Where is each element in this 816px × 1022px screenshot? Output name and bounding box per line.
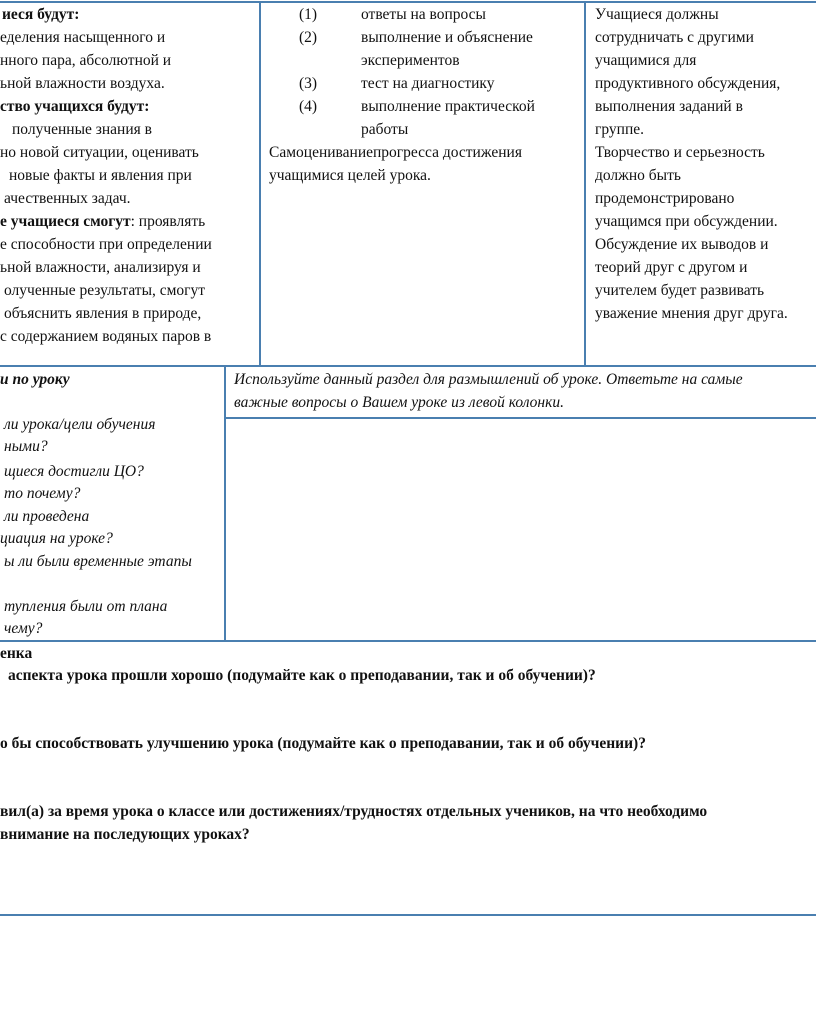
outcome-tail: : проявлять [130, 213, 206, 230]
item-text: тест на диагностику [361, 75, 495, 92]
row-divider-1 [0, 365, 816, 367]
item-text: выполнение практической [361, 98, 535, 115]
reflection-question: циация на уроке? [0, 530, 113, 547]
self-assessment-text: учащимися целей урока. [269, 167, 431, 184]
reflection-question: то почему? [4, 485, 81, 502]
top-border [0, 1, 816, 3]
item-text: работы [361, 121, 409, 138]
item-number: (3) [299, 75, 318, 92]
outcome-line: новые факты и явления при [9, 167, 192, 184]
reflection-question: чему? [4, 620, 43, 637]
row-divider-2 [0, 640, 816, 642]
reflection-instruction: Используйте данный раздел для размышлений об уроке. Ответьте на самые [234, 371, 743, 388]
values-line: Учащиеся должны [595, 6, 719, 23]
reflection-instruction: важные вопросы о Вашем уроке из левой колонки. [234, 394, 564, 411]
col-divider-1 [259, 1, 261, 365]
outcome-line: е способности при определении [0, 236, 212, 253]
values-line: Обсуждение их выводов и [595, 236, 769, 253]
values-line: выполнения заданий в [595, 98, 743, 115]
values-line: продуктивного обсуждения, [595, 75, 781, 92]
outcome-line: ачественных задач. [4, 190, 131, 207]
item-number: (4) [299, 98, 318, 115]
outcome-line: полученные знания в [12, 121, 152, 138]
values-line: продемонстрировано [595, 190, 735, 207]
values-line: Творчество и серьезность [595, 144, 765, 161]
reflection-answer-area[interactable] [226, 420, 816, 638]
values-line: учащимися для [595, 52, 697, 69]
bottom-border [0, 914, 816, 916]
outcome-line: нного пара, абсолютной и [0, 52, 172, 69]
reflection-question: ными? [4, 438, 48, 455]
reflection-question: ы ли были временные этапы [4, 553, 192, 570]
values-line: уважение мнения друг друга. [595, 305, 788, 322]
item-text: выполнение и объяснение [361, 29, 533, 46]
self-assessment-text: Самоцениваниепрогресса достижения [269, 144, 522, 161]
values-line: учителем будет развивать [595, 282, 765, 299]
item-number: (1) [299, 6, 318, 23]
outcome-line: с содержанием водяных паров в [0, 328, 212, 345]
col-divider-2 [584, 1, 586, 365]
values-line: теорий друг с другом и [595, 259, 748, 276]
values-line: учащимся при обсуждении. [595, 213, 778, 230]
reflection-question: тупления были от плана [4, 598, 168, 615]
reflection-question: ли урока/цели обучения [4, 416, 156, 433]
evaluation-question-2: о бы способствовать улучшению урока (подумайте как о преподавании, так и об обучении)? [0, 735, 646, 752]
values-line: должно быть [595, 167, 681, 184]
outcome-bold: е учащиеся смогут [0, 213, 131, 230]
evaluation-heading: енка [0, 645, 33, 662]
evaluation-question-1: аспекта урока прошли хорошо (подумайте как о преподавании, так и об обучении)? [8, 667, 596, 684]
reflection-question: щиеся достигли ЦО? [4, 463, 144, 480]
item-number: (2) [299, 29, 318, 46]
item-text: экспериментов [361, 52, 460, 69]
outcome-line: еделения насыщенного и [0, 29, 166, 46]
outcome-line: объяснить явления в природе, [4, 305, 202, 322]
item-text: ответы на вопросы [361, 6, 486, 23]
outcome-line: ство учащихся будут: [0, 98, 150, 115]
values-line: сотрудничать с другими [595, 29, 754, 46]
outcome-line: ьной влажности, анализируя и [0, 259, 201, 276]
reflection-heading: и по уроку [0, 371, 70, 388]
evaluation-question-3: вил(а) за время урока о классе или достижениях/трудностях отдельных учеников, на что необходимо [0, 803, 708, 820]
outcome-line: олученные результаты, смогут [4, 282, 206, 299]
outcome-line: но новой ситуации, оценивать [0, 144, 199, 161]
reflection-question: ли проведена [4, 508, 90, 525]
outcome-line: иеся будут: [2, 6, 80, 23]
outcome-line [0, 211, 205, 233]
evaluation-question-3-cont: внимание на последующих уроках? [0, 826, 250, 843]
values-line: группе. [595, 121, 644, 138]
outcome-line: ьной влажности воздуха. [0, 75, 165, 92]
reflection-instruction-divider [224, 417, 816, 419]
